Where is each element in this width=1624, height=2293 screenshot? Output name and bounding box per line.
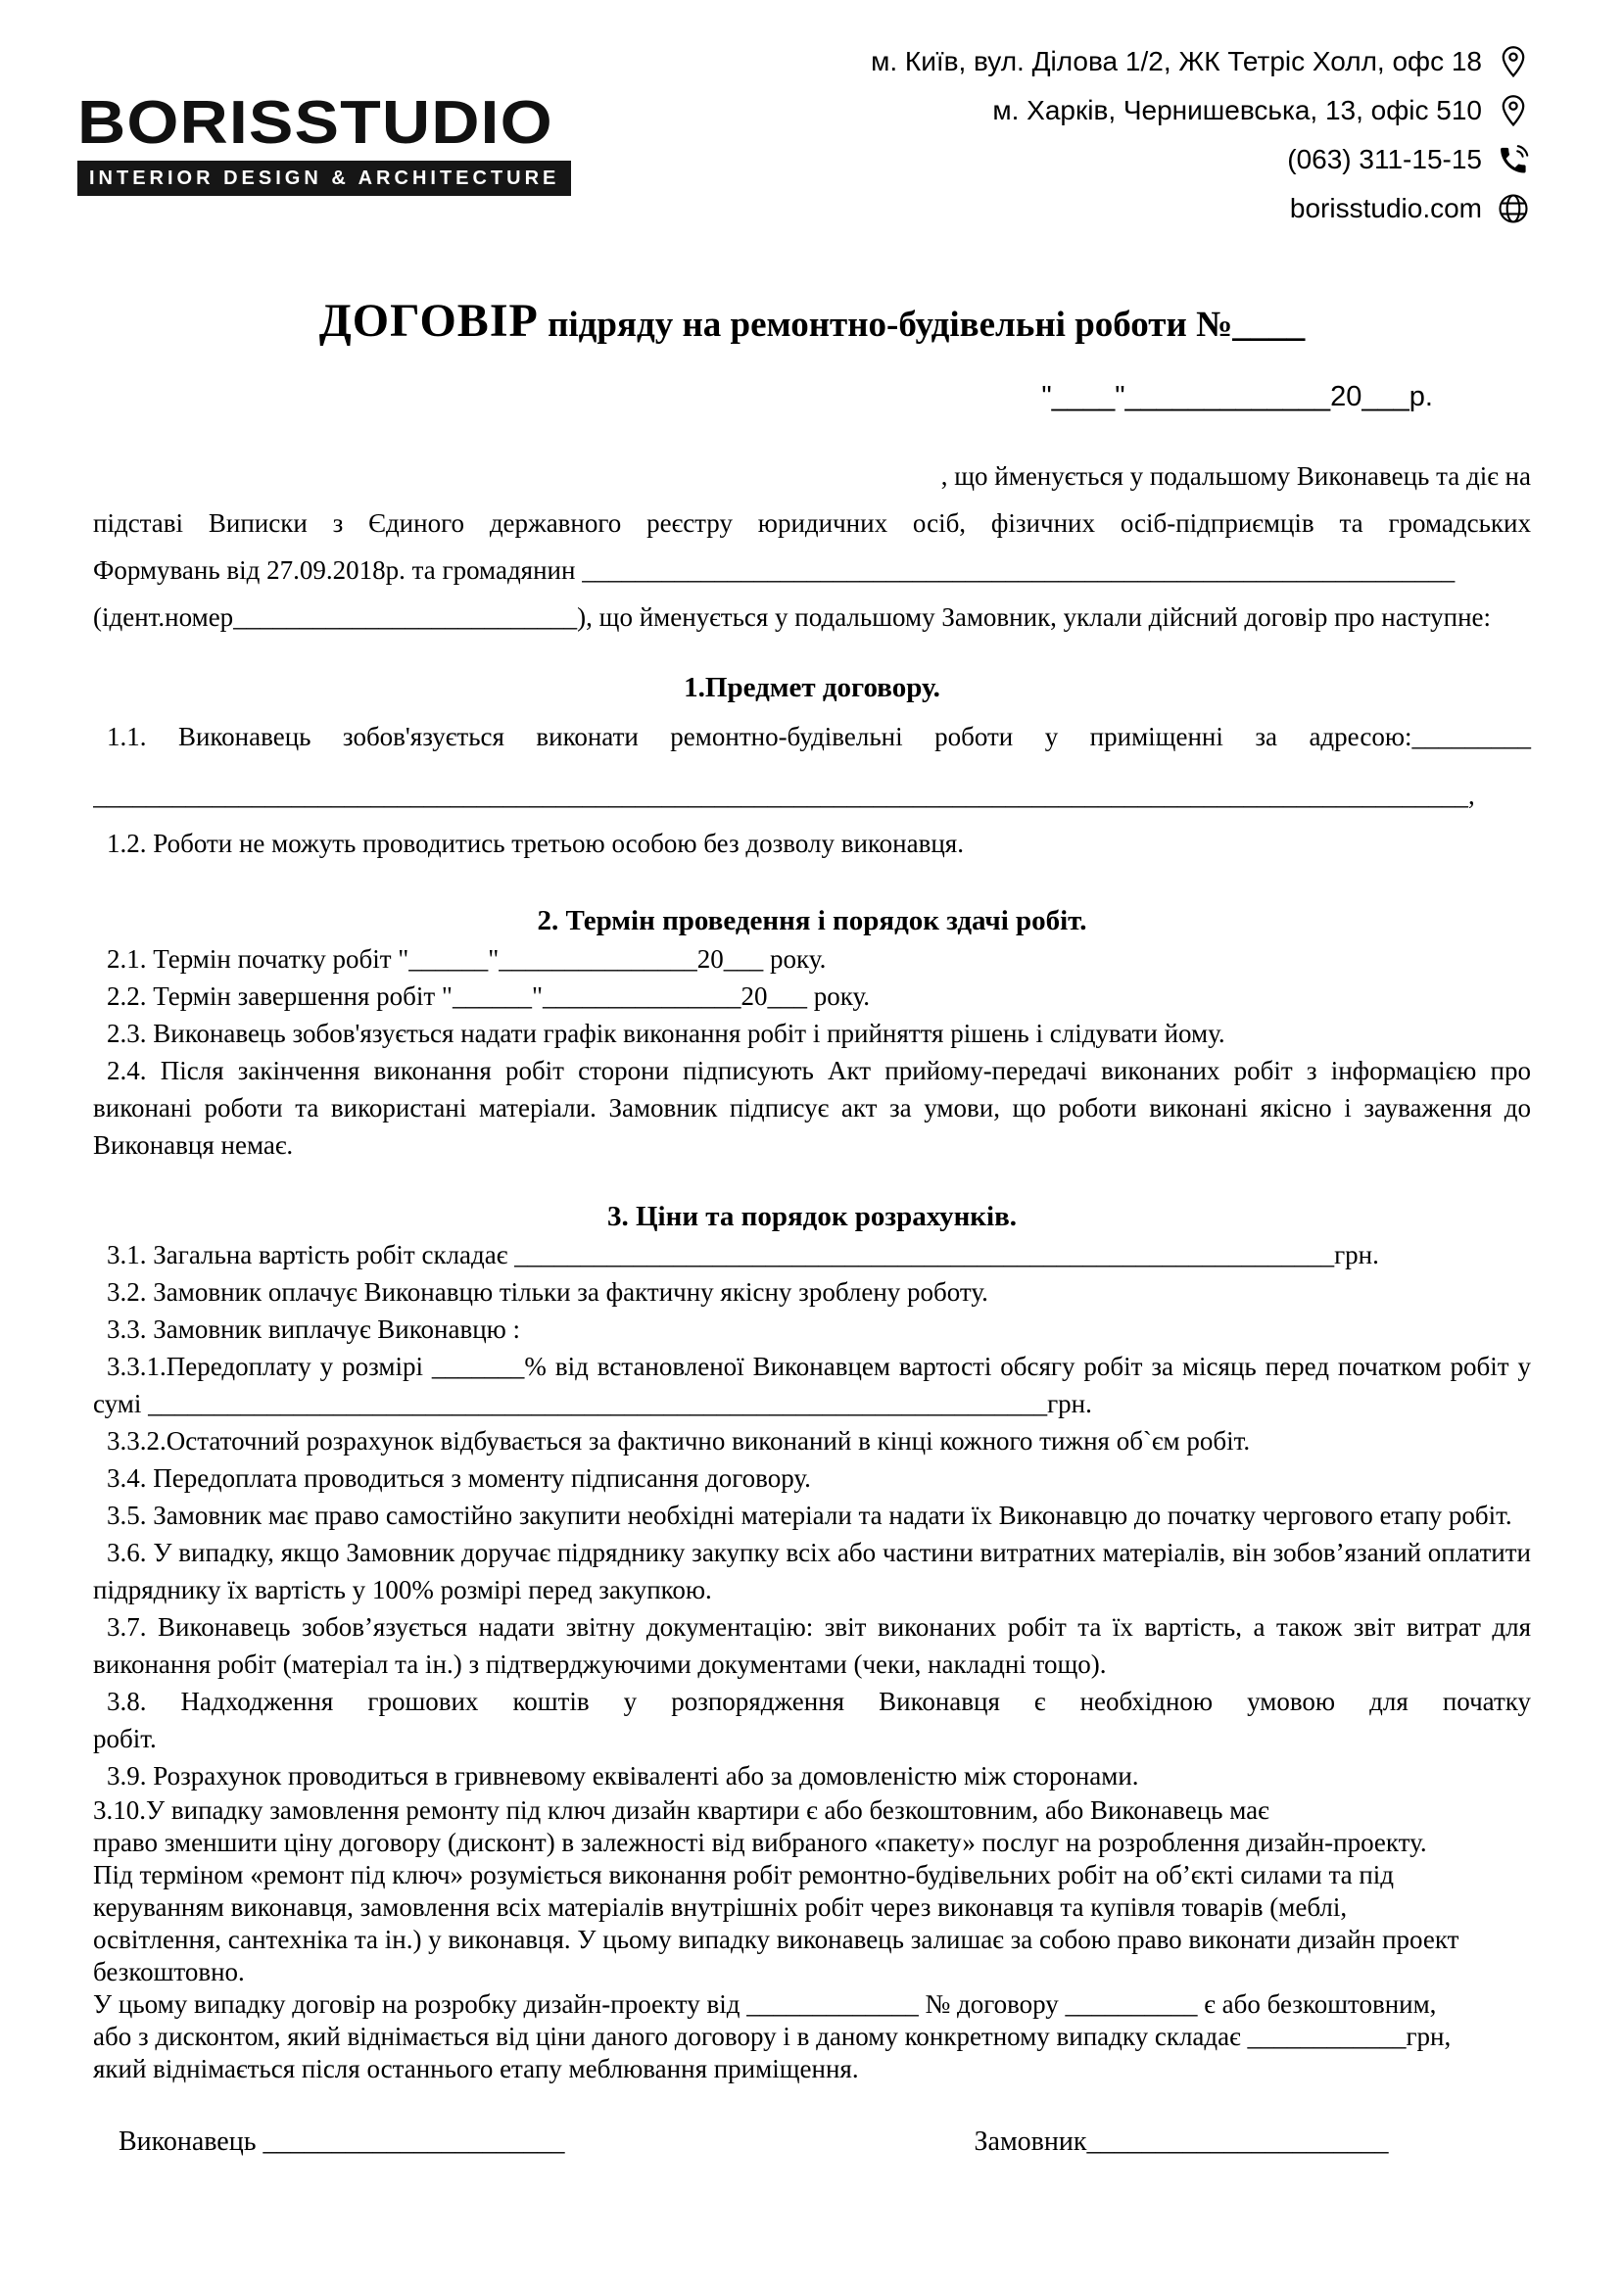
clause-3-8-continued: робіт. — [93, 1724, 157, 1753]
clause-3-9: 3.9. Розрахунок проводиться в гривневому еквіваленті або за домовленістю між сторонами. — [107, 1761, 1139, 1791]
section-2 — [93, 901, 1531, 1164]
clause-1-1-continued: ________________________________________________________________________________________________________, — [93, 781, 1475, 810]
preamble-line-4: (ідент.номер__________________________), що йменується у подальшому Замовник, уклали дійсний договір про наступне: — [93, 602, 1492, 632]
contact-phone-text: (063) 311-15-15 — [1287, 144, 1482, 174]
preamble — [93, 453, 1531, 641]
section-3-heading: 3. Ціни та порядок розрахунків. — [607, 1201, 1017, 1232]
signature-executor: Виконавець ______________________ — [119, 2126, 565, 2157]
section-3 — [93, 1197, 1531, 2085]
clause-3-10-line-3: Під терміном «ремонт під ключ» розуміється виконання робіт ремонтно-будівельних робіт на об’єкті силами та під — [93, 1860, 1395, 1889]
clause-3-3-1: 3.3.1.Передоплату у розмірі _______% від встановленої Виконавцем вартості обсягу робіт за місяць перед початком робіт у сумі ____________________________________________________________________грн. — [93, 1352, 1531, 1418]
clause-3-10-line-9: який віднімається після останнього етапу меблювання приміщення. — [93, 2054, 859, 2083]
clause-2-4: 2.4. Після закінчення виконання робіт сторони підписують Акт прийому-передачі виконаних робіт з інформацією про виконані роботи та використані матеріали. Замовник підписує акт за умови, що роботи виконані якісно і зауваження до Виконавця немає. — [93, 1056, 1531, 1160]
clause-3-8: 3.8. Надходження грошових коштів у розпорядження Виконавця є необхідною умовою для початку — [107, 1687, 1531, 1716]
globe-icon — [1496, 191, 1531, 226]
logo — [77, 88, 571, 196]
contact-phone — [871, 135, 1531, 184]
contact-website-text: borisstudio.com — [1289, 193, 1482, 223]
preamble-line-2: підставі Виписки з Єдиного державного реєстру юридичних осіб, фізичних осіб-підприємців та громадських — [93, 508, 1531, 538]
document-title — [93, 294, 1531, 348]
header — [77, 35, 1531, 233]
section-1-heading: 1.Предмет договору. — [684, 672, 940, 703]
date-line: "____"_____________20___р. — [1041, 381, 1433, 412]
clause-3-3-2: 3.3.2.Остаточний розрахунок відбувається за фактично виконаний в кінці кожного тижня об`єм робіт. — [107, 1426, 1251, 1456]
preamble-line-1: , що йменується у подальшому Виконавець та діє на — [940, 461, 1531, 491]
contract-number-blank: ____ — [1232, 305, 1306, 345]
section-1 — [93, 668, 1531, 862]
clause-3-3: 3.3. Замовник виплачує Виконавцю : — [107, 1314, 521, 1344]
contact-address-kyiv-text: м. Київ, вул. Ділова 1/2, ЖК Тетріс Холл, офс 18 — [871, 46, 1482, 76]
contact-address-kyiv — [871, 37, 1531, 86]
clause-3-10-line-1: 3.10.У випадку замовлення ремонту під ключ дизайн квартири є або безкоштовним, або Виконавець має — [93, 1795, 1269, 1825]
clause-3-6: 3.6. У випадку, якщо Замовник доручає підряднику закупку всіх або частини витратних матеріалів, він зобов’язаний оплатити підряднику їх вартість у 100% розмірі перед закупкою. — [93, 1538, 1531, 1604]
location-pin-icon — [1496, 44, 1531, 79]
location-pin-icon — [1496, 93, 1531, 128]
clause-2-1: 2.1. Термін початку робіт "______"_______________20___ року. — [107, 944, 827, 974]
clause-3-4: 3.4. Передоплата проводиться з моменту підписання договору. — [107, 1463, 811, 1493]
clause-2-3: 2.3. Виконавець зобов'язується надати графік виконання робіт і прийняття рішень і слідувати йому. — [107, 1019, 1225, 1048]
clause-3-10-line-2: право зменшити ціну договору (дисконт) в залежності від вибраного «пакету» послуг на розроблення дизайн-проекту. — [93, 1828, 1427, 1857]
clause-1-2: 1.2. Роботи не можуть проводитись третьою особою без дозволу виконавця. — [107, 829, 964, 858]
section-2-heading: 2. Термін проведення і порядок здачі робіт. — [537, 905, 1087, 936]
contact-website — [871, 184, 1531, 233]
clause-1-1: 1.1. Виконавець зобов'язується виконати ремонтно-будівельні роботи у приміщенні за адресою:_________ — [107, 722, 1531, 751]
title-word: ДОГОВІР — [318, 295, 539, 347]
signature-customer: Замовник______________________ — [974, 2126, 1389, 2157]
clause-3-10-line-6: безкоштовно. — [93, 1957, 245, 1986]
contact-address-kharkiv — [871, 86, 1531, 135]
contacts-block — [871, 37, 1531, 233]
clause-3-10-line-4: керуванням виконавця, замовлення всіх матеріалів внутрішніх робіт через виконавця та купівля товарів (меблі, — [93, 1892, 1348, 1922]
brand-text: BORISSTUDIO — [77, 89, 553, 157]
clause-3-10-line-8: або з дисконтом, який віднімається від ціни даного договору і в даному конкретному випадку складає ____________грн, — [93, 2022, 1452, 2051]
clause-3-10 — [93, 1794, 1531, 2085]
clause-3-10-line-5: освітлення, сантехніка та ін.) у виконавця. У цьому випадку виконавець залишає за собою право виконати дизайн проект — [93, 1925, 1459, 1954]
clause-3-2: 3.2. Замовник оплачує Виконавцю тільки за фактичну якісну зроблену роботу. — [107, 1277, 988, 1307]
phone-icon — [1496, 142, 1531, 177]
clause-3-1: 3.1. Загальна вартість робіт складає ______________________________________________________________грн. — [107, 1240, 1379, 1269]
clause-3-5: 3.5. Замовник має право самостійно закупити необхідні матеріали та надати їх Виконавцю до початку чергового етапу робіт. — [107, 1501, 1512, 1530]
preamble-line-3: Формувань від 27.09.2018р. та громадянин __________________________________________________________________ — [93, 555, 1456, 585]
signatures — [93, 2126, 1531, 2158]
contact-address-kharkiv-text: м. Харків, Чернишевська, 13, офіс 510 — [992, 95, 1482, 125]
clause-3-7: 3.7. Виконавець зобов’язується надати звітну документацію: звіт виконаних робіт та їх вартість, а також звіт витрат для виконання робіт (матеріал та ін.) з підтверджуючими документами (чеки, накладні тощо). — [93, 1612, 1531, 1679]
brand-tagline: INTERIOR DESIGN & ARCHITECTURE — [77, 161, 571, 196]
clause-3-10-line-7: У цьому випадку договір на розробку дизайн-проекту від _____________ № договору __________ є або безкоштовним, — [93, 1989, 1437, 2019]
clause-2-2: 2.2. Термін завершення робіт "______"_______________20___ року. — [107, 981, 871, 1011]
title-rest: підряду на ремонтно-будівельні роботи № — [538, 305, 1233, 345]
